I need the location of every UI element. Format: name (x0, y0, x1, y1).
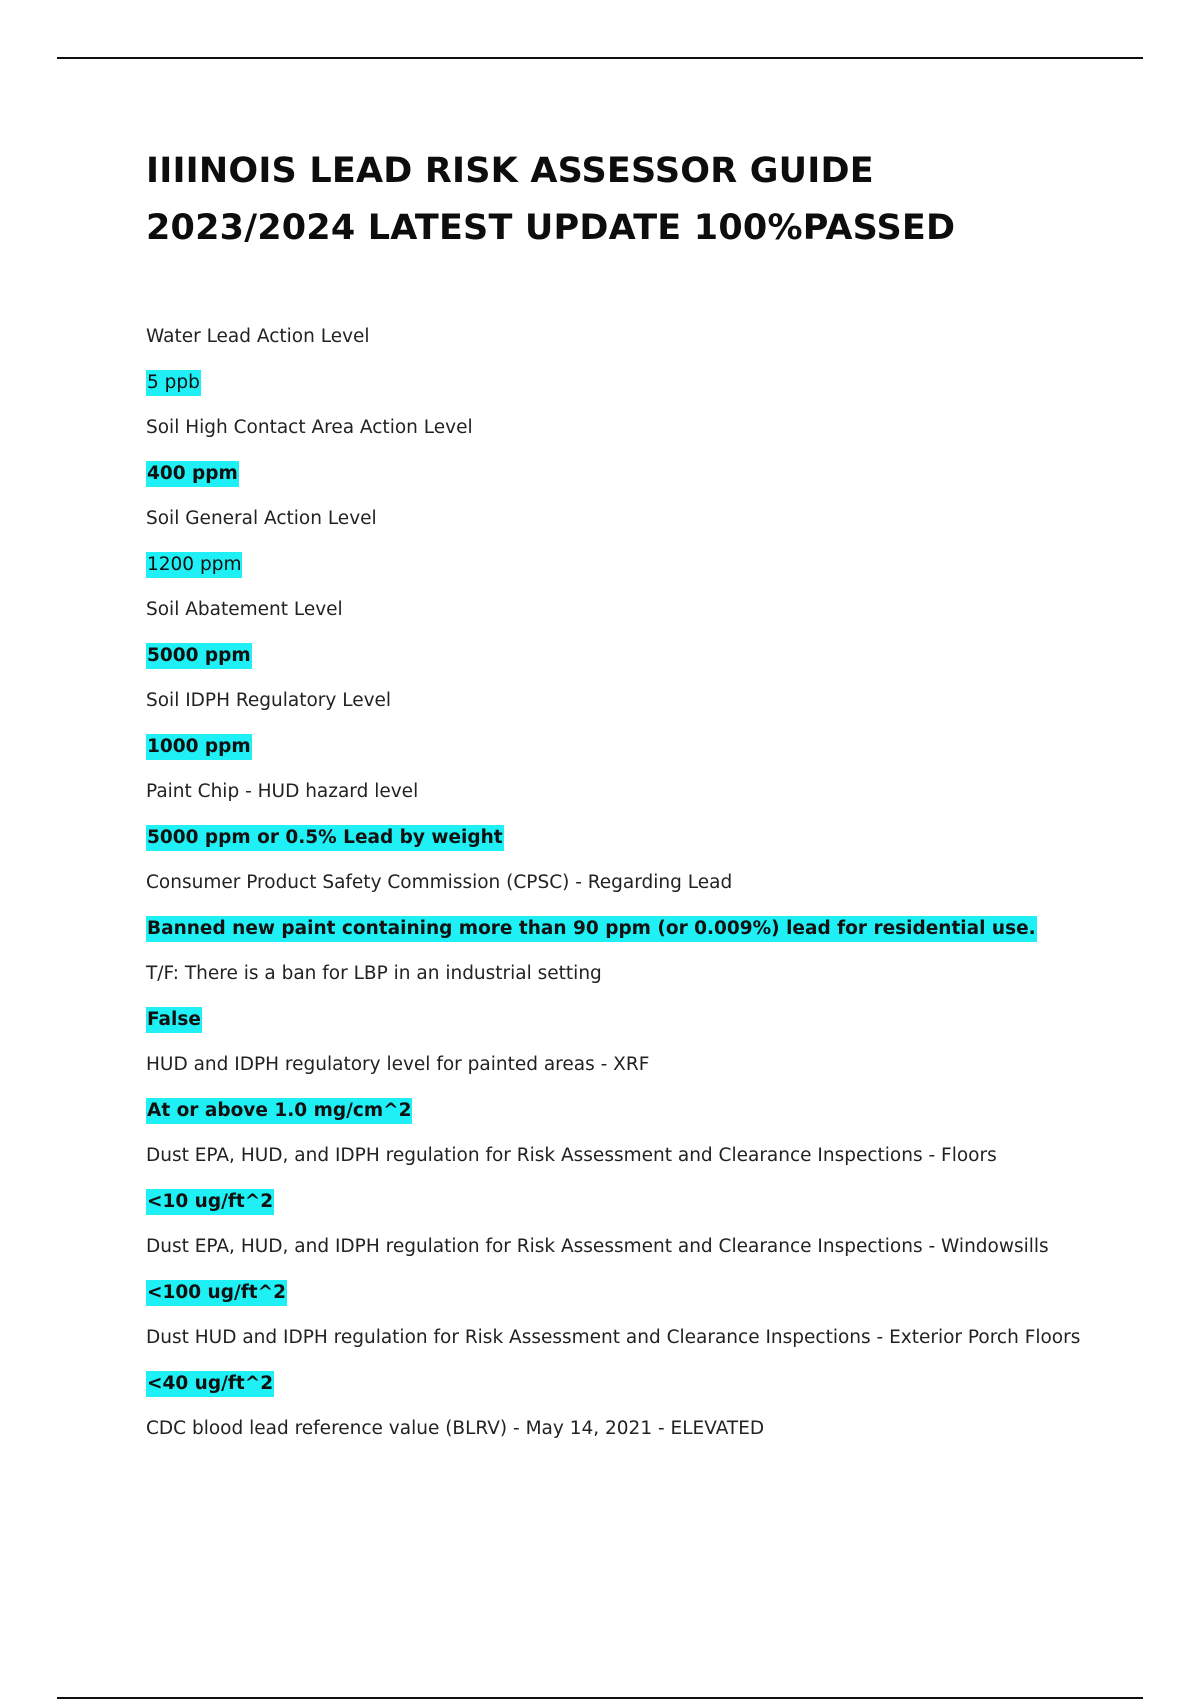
answer-row (146, 724, 1146, 770)
question-text: Soil High Contact Area Action Level (146, 417, 473, 438)
question-text: Soil IDPH Regulatory Level (146, 690, 392, 711)
question-text: Dust HUD and IDPH regulation for Risk Assessment and Clearance Inspections - Exterior Porch Floors (146, 1327, 1081, 1348)
answer-row (146, 1270, 1146, 1316)
highlighted-answer: 5 ppb (146, 370, 201, 396)
answer-row (146, 997, 1146, 1043)
highlighted-answer: 1200 ppm (146, 552, 242, 578)
question-text: Dust EPA, HUD, and IDPH regulation for Risk Assessment and Clearance Inspections - Floors (146, 1145, 997, 1166)
answer-row (146, 815, 1146, 861)
answer-row (146, 542, 1146, 588)
highlighted-answer: 5000 ppm or 0.5% Lead by weight (146, 825, 504, 851)
question-text: Soil Abatement Level (146, 599, 343, 620)
highlighted-answer: 1000 ppm (146, 734, 252, 760)
question-text: Consumer Product Safety Commission (CPSC) - Regarding Lead (146, 872, 733, 893)
highlighted-answer: <10 ug/ft^2 (146, 1189, 274, 1215)
answer-row (146, 451, 1146, 497)
top-rule (57, 57, 1143, 59)
document-title (146, 143, 1146, 257)
title-line-1: IIIINOIS LEAD RISK ASSESSOR GUIDE (146, 151, 874, 191)
highlighted-answer: 5000 ppm (146, 643, 252, 669)
highlighted-answer: <40 ug/ft^2 (146, 1371, 274, 1397)
question-text: T/F: There is a ban for LBP in an industrial setting (146, 963, 602, 984)
question-text: HUD and IDPH regulatory level for painted areas - XRF (146, 1054, 650, 1075)
answer-row (146, 360, 1146, 406)
highlighted-answer: <100 ug/ft^2 (146, 1280, 287, 1306)
question-text: Soil General Action Level (146, 508, 377, 529)
bottom-rule (57, 1697, 1143, 1699)
highlighted-answer: Banned new paint containing more than 90 ppm (or 0.009%) lead for residential use. (146, 916, 1037, 942)
question-text: Water Lead Action Level (146, 326, 370, 347)
highlighted-answer: False (146, 1007, 202, 1033)
answer-row (146, 906, 1146, 952)
question-text: CDC blood lead reference value (BLRV) - May 14, 2021 - ELEVATED (146, 1418, 765, 1439)
title-line-2: 2023/2024 LATEST UPDATE 100%PASSED (146, 208, 956, 248)
question-text: Dust EPA, HUD, and IDPH regulation for Risk Assessment and Clearance Inspections - Windowsills (146, 1236, 1049, 1257)
answer-row (146, 633, 1146, 679)
answer-row (146, 1088, 1146, 1134)
highlighted-answer: At or above 1.0 mg/cm^2 (146, 1098, 412, 1124)
answer-row (146, 1361, 1146, 1407)
highlighted-answer: 400 ppm (146, 461, 239, 487)
answer-row (146, 1179, 1146, 1225)
question-answer-list (146, 314, 1146, 1452)
question-text: Paint Chip - HUD hazard level (146, 781, 419, 802)
